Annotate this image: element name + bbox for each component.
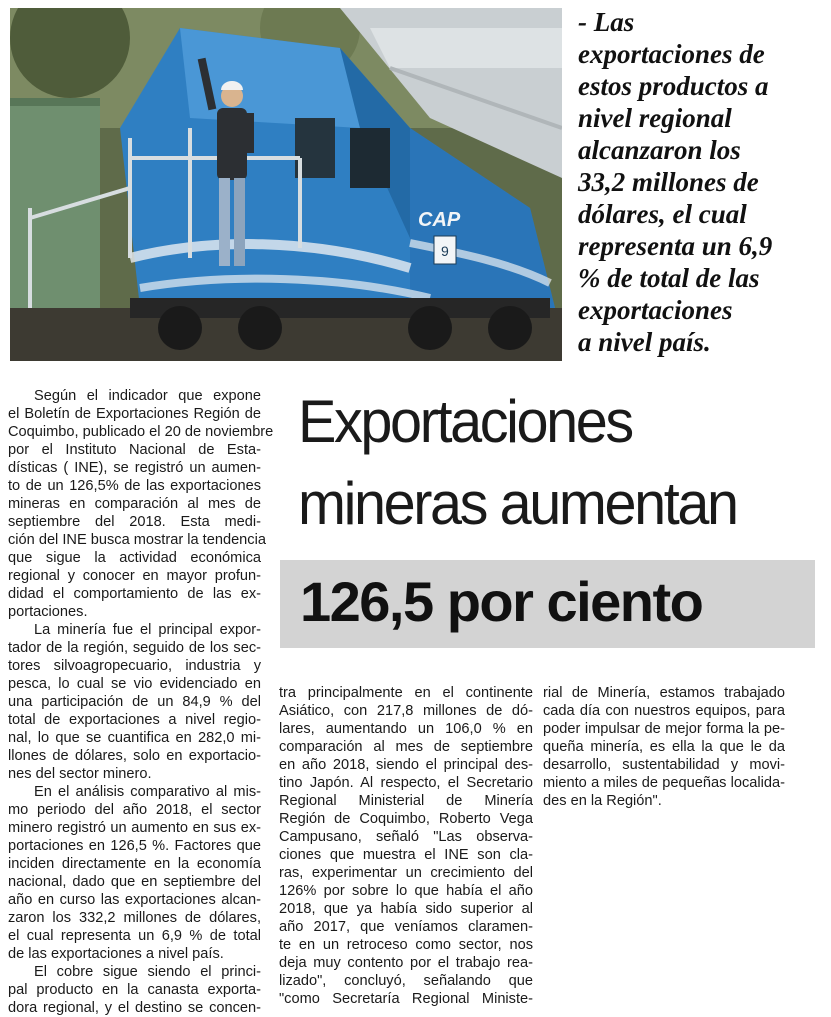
body-line: ción del INE busca mostrar la tendencia	[8, 532, 266, 548]
body-line: zaron los 332,2 millones de dólares,	[8, 910, 261, 926]
headline-subline-band	[280, 560, 815, 648]
svg-text:9: 9	[441, 243, 449, 259]
body-line: rial de Minería, estamos trabajado	[543, 685, 785, 701]
pull-quote-line: exportaciones de	[578, 39, 765, 69]
body-line: dora regional, y el destino se concen-	[8, 1000, 261, 1016]
body-line: desarrollo, sustentabilidad y movi-	[543, 757, 785, 773]
body-line: 2018, que ya había sido superior al	[279, 901, 533, 917]
body-line: pal producto en la canasta exporta-	[8, 982, 261, 998]
body-line: mineras en comparación al mes de	[8, 496, 261, 512]
pull-quote-line: estos productos a	[578, 71, 769, 101]
pull-quote-line: a nivel país.	[578, 327, 711, 357]
body-line: el Boletín de Exportaciones Región de	[8, 406, 261, 422]
body-line: tores silvoagropecuario, industria y	[8, 658, 261, 674]
body-line: lizado", concluyó, señalando que	[279, 973, 533, 989]
svg-text:CAP: CAP	[418, 209, 461, 231]
body-line: lares, aumentando un 106,0 % en	[279, 721, 533, 737]
body-line: nes del sector minero.	[8, 766, 152, 782]
pull-quote	[578, 6, 824, 358]
headline-line-1: Exportaciones	[298, 388, 632, 455]
article-column-3	[543, 684, 785, 810]
pull-quote-line: dólares, el cual	[578, 199, 747, 229]
body-line: Según el indicador que expone	[34, 388, 261, 404]
body-line: de las exportaciones a nivel país.	[8, 946, 224, 962]
body-line: el cual representa un 6,9 % de total	[8, 928, 261, 944]
headline-subline: 126,5 por ciento	[300, 570, 703, 633]
body-line: ciones que muestra el INE son cla-	[279, 847, 533, 863]
locomotive-photo	[10, 8, 562, 361]
pull-quote-line: - Las	[578, 7, 635, 37]
body-line: en año 2018, siendo el principal des-	[279, 757, 533, 773]
body-line: 126% por sobre lo que había el año	[279, 883, 533, 899]
body-line: llones de dólares, solo en exportacio-	[8, 748, 261, 764]
body-line: minero registró un aumento en sus ex-	[8, 820, 261, 836]
body-line: mo periodo del año 2018, el sector	[8, 802, 261, 818]
body-line: Coquimbo, publicado el 20 de noviembre	[8, 424, 274, 440]
article-column-1	[8, 387, 274, 1017]
news-photo	[10, 8, 562, 361]
pull-quote-line: nivel regional	[578, 103, 732, 133]
body-line: portaciones.	[8, 604, 88, 620]
body-line: queña minería, es ella la que le da	[543, 739, 785, 755]
body-line: inciden directamente en la economía	[8, 856, 261, 872]
headline-line-2: mineras aumentan	[298, 470, 737, 537]
body-line: regional y conocer en mayor profun-	[8, 568, 261, 584]
body-line: tino Japón. Al respecto, el Secretario	[279, 775, 533, 791]
body-line: septiembre del 2018. Esta medi-	[8, 514, 261, 530]
body-line: año en curso las exportaciones alcan-	[8, 892, 261, 908]
body-line: una participación de un 84,9 % del	[8, 694, 261, 710]
body-line: te en un retroceso como sector, nos	[279, 937, 533, 953]
body-line: Regional Ministerial de Minería	[279, 793, 533, 809]
body-line: Región de Coquimbo, Roberto Vega	[279, 811, 533, 827]
body-line: tador de la región, seguido de los sec-	[8, 640, 261, 656]
body-line: dísticas ( INE), se registró un aumen-	[8, 460, 261, 476]
body-line: des en la Región".	[543, 793, 662, 809]
body-line: que sigue la actividad económica	[8, 550, 261, 566]
pull-quote-line: alcanzaron los	[578, 135, 741, 165]
body-line: pesca, lo cual se vio evidenciado en	[8, 676, 261, 692]
body-line: to de un 126,5% de las exportaciones	[8, 478, 261, 494]
article-column-2	[279, 684, 533, 1008]
pull-quote-line: 33,2 millones de	[578, 167, 759, 197]
body-line: En el análisis comparativo al mis-	[34, 784, 261, 800]
body-line: La minería fue el principal expor-	[34, 622, 261, 638]
body-line: El cobre sigue siendo el princi-	[34, 964, 261, 980]
body-line: cada día con nuestros equipos, para	[543, 703, 785, 719]
body-line: deja muy contento por el trabajo rea-	[279, 955, 533, 971]
body-line: total de exportaciones a nivel regio-	[8, 712, 261, 728]
body-line: portaciones en 126,5 %. Factores que	[8, 838, 261, 854]
body-line: Asiático, con 217,8 millones de dó-	[279, 703, 533, 719]
body-line: tra principalmente en el continente	[279, 685, 533, 701]
article-headline	[298, 390, 818, 536]
pull-quote-line: representa un 6,9	[578, 231, 773, 261]
body-line: didad el comportamiento de las ex-	[8, 586, 261, 602]
body-line: comparación al mes de septiembre	[279, 739, 533, 755]
body-line: por el Instituto Nacional de Esta-	[8, 442, 261, 458]
pull-quote-line: exportaciones	[578, 295, 733, 325]
body-line: nal, lo que se cuantifica en 282,0 mi-	[8, 730, 261, 746]
pull-quote-line: % de total de las	[578, 263, 760, 293]
body-line: Campusano, señaló "Las observa-	[279, 829, 533, 845]
body-line: poder impulsar de mejor forma la pe-	[543, 721, 785, 737]
body-line: año 2017, que veníamos claramen-	[279, 919, 533, 935]
body-line: miento a miles de pequeñas localida-	[543, 775, 785, 791]
body-line: nacional, dado que en septiembre del	[8, 874, 261, 890]
body-line: "como Secretaría Regional Ministe-	[279, 991, 533, 1007]
body-line: ras, experimentar un crecimiento del	[279, 865, 533, 881]
